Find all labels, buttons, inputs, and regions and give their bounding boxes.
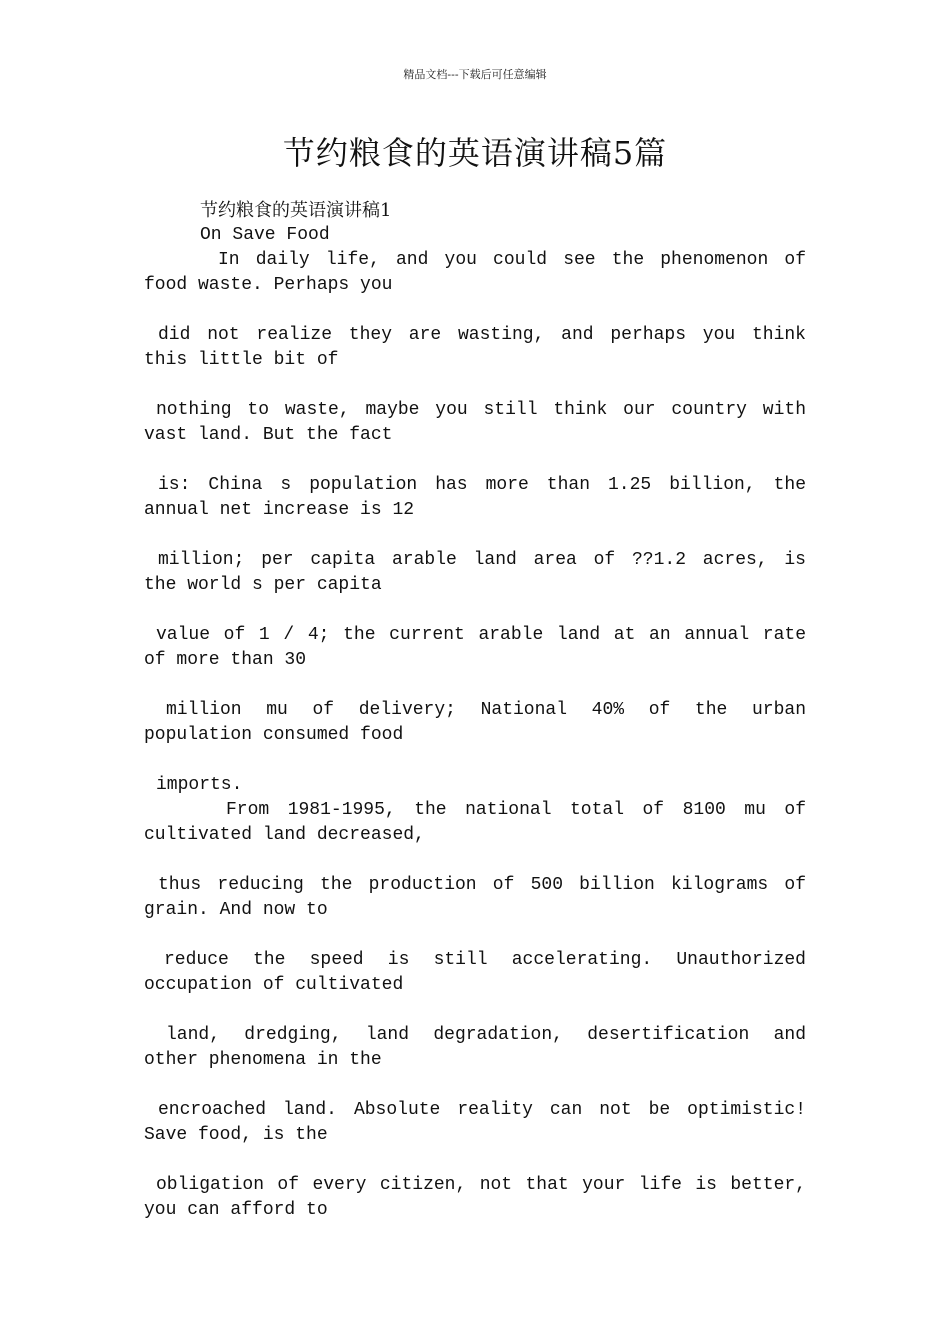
paragraph	[144, 473, 806, 523]
paragraph-line: annual net increase is 12	[144, 500, 415, 520]
paragraph-line: occupation of cultivated	[144, 975, 404, 995]
paragraph	[144, 323, 806, 373]
paragraph-line: Save food, is the	[144, 1125, 328, 1145]
paragraph-line: From 1981-1995, the national total of 8100 mu of	[226, 800, 806, 820]
paragraph	[144, 798, 806, 848]
paragraph-line: encroached land. Absolute reality can not be optimistic!	[158, 1100, 806, 1120]
paragraph-line: obligation of every citizen, not that your life is better,	[156, 1175, 806, 1195]
paragraph-line: reduce the speed is still accelerating. Unauthorized	[164, 950, 806, 970]
paragraph-line: land, dredging, land degradation, desertification and	[166, 1025, 806, 1045]
paragraph-line: of more than 30	[144, 650, 307, 670]
paragraph	[144, 548, 806, 598]
paragraph	[144, 398, 806, 448]
paragraph-line: did not realize they are wasting, and perhaps you think	[158, 325, 806, 345]
paragraph-line: this little bit of	[144, 350, 339, 370]
section-heading: 节约粮食的英语演讲稿1	[200, 200, 392, 221]
paragraph	[144, 1173, 806, 1223]
speech-title: On Save Food	[200, 225, 330, 245]
paragraph-line: is: China s population has more than 1.25 billion, the	[158, 475, 806, 495]
paragraph-line: thus reducing the production of 500 billion kilograms of	[158, 875, 806, 895]
document-body	[144, 198, 806, 1248]
paragraph-line: you can afford to	[144, 1200, 328, 1220]
page-header: 精品文档---下载后可任意编辑	[403, 68, 547, 81]
paragraph-line: value of 1 / 4; the current arable land at an annual rate	[156, 625, 806, 645]
paragraph-line: grain. And now to	[144, 900, 328, 920]
paragraph-line: food waste. Perhaps you	[144, 275, 393, 295]
paragraph-line: In daily life, and you could see the phenomenon of	[218, 250, 806, 270]
paragraph	[144, 1098, 806, 1148]
paragraph	[144, 698, 806, 748]
paragraph-line: other phenomena in the	[144, 1050, 382, 1070]
paragraph-line: vast land. But the fact	[144, 425, 393, 445]
paragraph	[144, 623, 806, 673]
paragraph-line: imports.	[156, 775, 243, 795]
paragraph-line: million mu of delivery; National 40% of the urban	[166, 700, 806, 720]
paragraph	[144, 873, 806, 923]
paragraph-line: nothing to waste, maybe you still think our country with	[156, 400, 806, 420]
paragraph	[144, 1023, 806, 1073]
paragraph	[144, 948, 806, 998]
paragraph	[144, 773, 806, 798]
paragraph-line: population consumed food	[144, 725, 404, 745]
paragraph-line: million; per capita arable land area of ??1.2 acres, is	[158, 550, 806, 570]
paragraph-line: cultivated land decreased,	[144, 825, 425, 845]
paragraph-line: the world s per capita	[144, 575, 382, 595]
paragraph	[144, 248, 806, 298]
document-title: 节约粮食的英语演讲稿5篇	[282, 134, 668, 172]
